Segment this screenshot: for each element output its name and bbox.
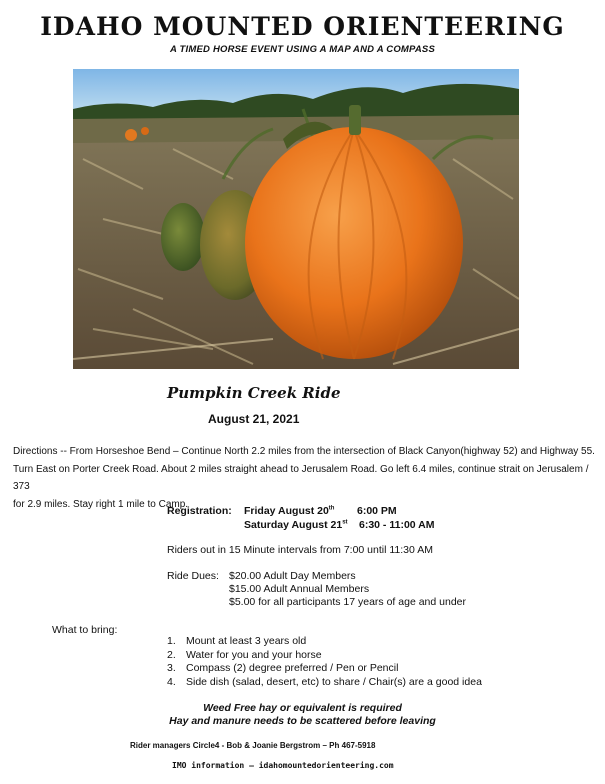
directions [13, 443, 599, 513]
list-item: 4. Side dish (salad, desert, etc) to share / Chair(s) are a good idea [167, 675, 482, 688]
hay-manure-note: Hay and manure needs to be scattered before leaving [169, 715, 436, 727]
list-item: 3. Compass (2) degree preferred / Pen or Pencil [167, 662, 399, 674]
ride-dues [229, 570, 466, 609]
registration-time-2: 6:30 - 11:00 AM [359, 519, 435, 531]
directions-line-2: Turn East on Porter Creek Road. About 2 miles straight ahead to Jerusalem Road. Go left 6.4 miles, continue strait on Jerusalem / 373 [13, 463, 589, 492]
pumpkin-photo [73, 69, 519, 369]
imo-information: IMO information – idahomountedorienteering.com [172, 761, 394, 770]
dues-line-1: $20.00 Adult Day Members [229, 570, 356, 582]
what-to-bring-list [167, 635, 482, 689]
list-item: 1. Mount at least 3 years old [167, 635, 307, 647]
event-date: August 21, 2021 [208, 412, 300, 426]
riders-out-text: Riders out in 15 Minute intervals from 7:00 until 11:30 AM [167, 544, 433, 556]
dues-line-3: $5.00 for all participants 17 years of age and under [229, 596, 466, 608]
registration-time-1: 6:00 PM [357, 505, 397, 517]
page-subtitle: A TIMED HORSE EVENT USING A MAP AND A COMPASS [170, 44, 435, 55]
page-title: IDAHO MOUNTED ORIENTEERING [40, 12, 565, 41]
event-name: Pumpkin Creek Ride [167, 384, 341, 402]
registration-day-2: Saturday August 21st [244, 519, 348, 531]
directions-line-3: for 2.9 miles. Stay right 1 mile to Camp. [13, 498, 189, 510]
registration-day-1: Friday August 20th [244, 505, 335, 517]
list-item: 2. Water for you and your horse [167, 648, 322, 661]
directions-line-1: Directions -- From Horseshoe Bend – Continue North 2.2 miles from the intersection of Black Canyon(highway 52) and Highway 55. [13, 446, 595, 457]
weed-free-note: Weed Free hay or equivalent is required [203, 702, 402, 714]
ride-dues-label: Ride Dues: [167, 570, 219, 582]
what-to-bring-label: What to bring: [52, 624, 118, 636]
rider-managers: Rider managers Circle4 - Bob & Joanie Bergstrom – Ph 467-5918 [130, 741, 376, 750]
registration-label: Registration: [167, 505, 232, 517]
dues-line-2: $15.00 Adult Annual Members [229, 583, 370, 595]
